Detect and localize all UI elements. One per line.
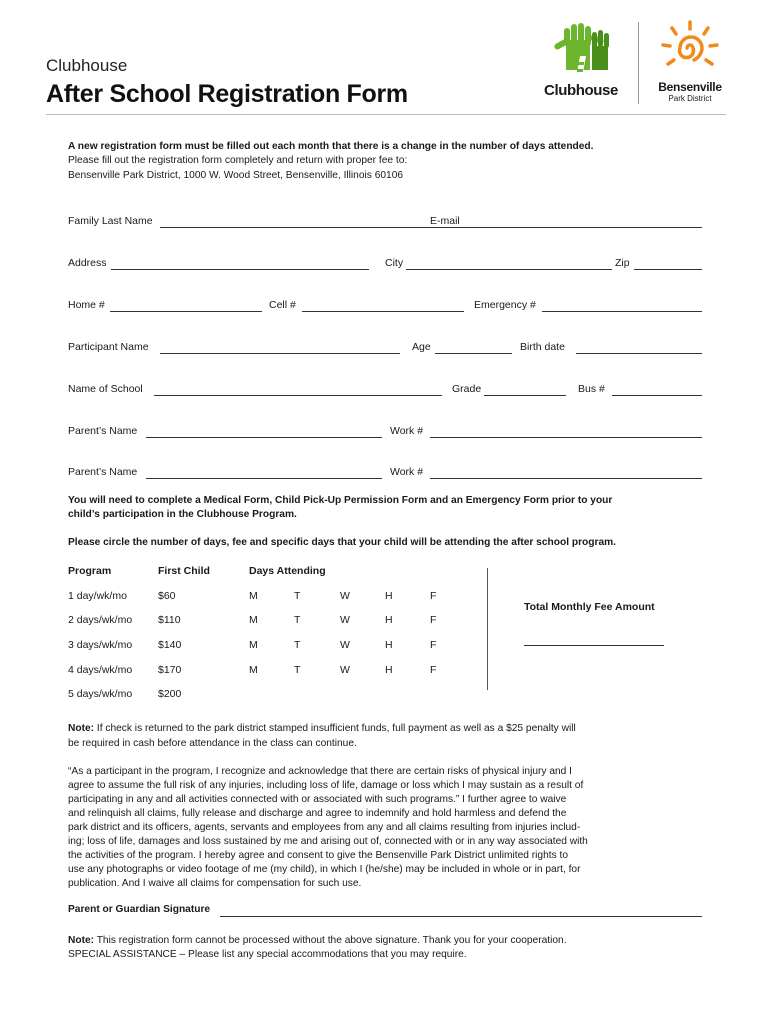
home-phone-field[interactable]	[110, 311, 262, 312]
program-option-2[interactable]: 2 days/wk/mo	[68, 614, 133, 626]
day-option-f[interactable]: F	[430, 590, 437, 602]
cell-phone-label: Cell #	[269, 299, 296, 311]
bensenville-logo-name: Bensenville	[658, 80, 722, 94]
program-option-3[interactable]: 3 days/wk/mo	[68, 639, 133, 651]
total-fee-field[interactable]	[524, 645, 664, 646]
parent-name-2-field[interactable]	[146, 478, 382, 479]
row-phones	[68, 299, 702, 315]
program-column-header: Program	[68, 565, 112, 577]
participant-name-label: Participant Name	[68, 341, 149, 353]
emergency-phone-field[interactable]	[542, 311, 702, 312]
age-field[interactable]	[435, 353, 512, 354]
clubhouse-logo-text: Clubhouse	[544, 82, 618, 99]
participant-name-field[interactable]	[160, 353, 400, 354]
day-option-m[interactable]: M	[249, 664, 258, 676]
forms-notice-line-1: You will need to complete a Medical Form, Child Pick-Up Permission Form and an Emergency Form prior to your	[68, 495, 613, 506]
birth-date-label: Birth date	[520, 341, 565, 353]
fee-option-2[interactable]: $110	[158, 614, 181, 626]
row-signature	[68, 904, 702, 920]
waiver-line: park district and its officers, agents, servants and employees from any and all claims resulting from injuries includ-	[68, 822, 581, 833]
bus-label: Bus #	[578, 383, 605, 395]
note-returned-check-line-2: be required in cash before attendance in the class can continue.	[68, 738, 357, 749]
row-address	[68, 257, 702, 273]
city-label: City	[385, 257, 404, 269]
email-field[interactable]	[466, 227, 702, 228]
bensenville-logo	[650, 18, 730, 110]
waiver-line: agree to assume the full risk of any injuries, including loss of life, damage or loss which I may sustain as a result of	[68, 780, 584, 791]
signature-field[interactable]	[220, 916, 702, 917]
sun-spiral-icon	[650, 18, 730, 78]
day-option-m[interactable]: M	[249, 590, 258, 602]
clubhouse-hands-icon	[536, 18, 626, 84]
fee-option-1[interactable]: $60	[158, 590, 176, 602]
day-option-h[interactable]: H	[385, 590, 393, 602]
form-header	[46, 18, 726, 118]
fee-option-4[interactable]: $170	[158, 664, 182, 676]
row-participant	[68, 341, 702, 357]
day-option-w[interactable]: W	[340, 614, 350, 626]
day-option-t[interactable]: T	[294, 639, 301, 651]
note-label: Note:	[68, 935, 95, 946]
address-field[interactable]	[111, 269, 369, 270]
day-option-m[interactable]: M	[249, 614, 258, 626]
day-option-t[interactable]: T	[294, 614, 301, 626]
days-attending-column-header: Days Attending	[249, 565, 326, 577]
city-field[interactable]	[406, 269, 612, 270]
waiver-line: and relinquish all claims, fully release and discharge and agree to indemnify and hold harmless and defend the	[68, 808, 567, 819]
header-rule	[46, 114, 726, 115]
row-parent-2	[68, 466, 702, 482]
forms-notice-line-2: child’s participation in the Clubhouse Program.	[68, 509, 297, 520]
day-option-w[interactable]: W	[340, 639, 350, 651]
day-option-w[interactable]: W	[340, 590, 350, 602]
day-option-f[interactable]: F	[430, 664, 437, 676]
day-option-h[interactable]: H	[385, 639, 393, 651]
circle-instructions: Please circle the number of days, fee and specific days that your child will be attending the after school program.	[68, 537, 617, 548]
email-label: E-mail	[430, 215, 460, 227]
waiver-line: ing; loss of life, damages and loss sustained by me and arising out of, connected with or in any way associated with	[68, 836, 588, 847]
special-assistance-line: SPECIAL ASSISTANCE – Please list any special accommodations that you may require.	[68, 949, 467, 960]
program-table	[68, 563, 488, 698]
row-school	[68, 383, 702, 399]
waiver-line: the activities of the program. I hereby agree and consent to give the Bensenville Park District unlimited rights to	[68, 850, 569, 861]
fee-option-3[interactable]: $140	[158, 639, 182, 651]
family-last-name-field[interactable]	[160, 227, 480, 228]
bus-field[interactable]	[612, 395, 702, 396]
day-option-f[interactable]: F	[430, 614, 437, 626]
intro-line-3: Bensenville Park District, 1000 W. Wood Street, Bensenville, Illinois 60106	[68, 170, 404, 181]
age-label: Age	[412, 341, 431, 353]
waiver-line: “As a participant in the program, I recognize and acknowledge that there are certain risks of physical injury and I	[68, 766, 572, 777]
park-district-logo-sub: Park District	[668, 94, 712, 103]
intro-line-1: A new registration form must be filled out each month that there is a change in the number of days attended.	[68, 141, 594, 152]
work-phone-1-field[interactable]	[430, 437, 702, 438]
note-signature-line-1: Note: This registration form cannot be processed without the above signature. Thank you for your cooperation.	[68, 935, 567, 946]
day-option-t[interactable]: T	[294, 590, 301, 602]
work-phone-2-label: Work #	[390, 466, 424, 478]
first-child-column-header: First Child	[158, 565, 210, 577]
program-option-1[interactable]: 1 day/wk/mo	[68, 590, 127, 602]
parent-name-2-label: Parent’s Name	[68, 466, 138, 478]
note-returned-check-line-1: Note: If check is returned to the park district stamped insufficient funds, full payment as well as a $25 penalty will	[68, 723, 576, 734]
clubhouse-logo	[536, 18, 626, 108]
work-phone-1-label: Work #	[390, 425, 424, 437]
parent-name-1-field[interactable]	[146, 437, 382, 438]
day-option-h[interactable]: H	[385, 614, 393, 626]
note-label: Note:	[68, 723, 95, 734]
intro-line-2: Please fill out the registration form completely and return with proper fee to:	[68, 155, 408, 166]
day-option-t[interactable]: T	[294, 664, 301, 676]
form-subtitle: Clubhouse	[46, 56, 128, 75]
grade-label: Grade	[452, 383, 482, 395]
school-name-field[interactable]	[154, 395, 442, 396]
waiver-line: use any photographs or video footage of me (my child), in which I (he/she) may be included in whole or in part, for	[68, 864, 581, 875]
day-option-w[interactable]: W	[340, 664, 350, 676]
waiver-line: publication. And I waive all claims for compensation for such use.	[68, 878, 362, 889]
program-option-5[interactable]: 5 days/wk/mo	[68, 688, 133, 700]
signature-label: Parent or Guardian Signature	[68, 904, 211, 915]
logo-divider	[638, 22, 639, 104]
address-label: Address	[68, 257, 107, 269]
family-last-name-label: Family Last Name	[68, 215, 153, 227]
zip-label: Zip	[615, 257, 630, 269]
fee-option-5[interactable]: $200	[158, 688, 182, 700]
emergency-phone-label: Emergency #	[474, 299, 536, 311]
total-fee-label: Total Monthly Fee Amount	[524, 601, 655, 613]
parent-name-1-label: Parent’s Name	[68, 425, 138, 437]
home-phone-label: Home #	[68, 299, 105, 311]
row-parent-1	[68, 425, 702, 441]
grade-field[interactable]	[484, 395, 566, 396]
day-option-f[interactable]: F	[430, 639, 437, 651]
waiver-line: participating in any and all activities connected with or associated with such programs.” I further agree to waive	[68, 794, 567, 805]
form-title: After School Registration Form	[46, 80, 408, 108]
table-divider	[487, 568, 488, 690]
day-option-m[interactable]: M	[249, 639, 258, 651]
zip-field[interactable]	[634, 269, 702, 270]
day-option-h[interactable]: H	[385, 664, 393, 676]
cell-phone-field[interactable]	[302, 311, 464, 312]
row-family-email	[68, 215, 702, 231]
work-phone-2-field[interactable]	[430, 478, 702, 479]
birth-date-field[interactable]	[576, 353, 702, 354]
school-name-label: Name of School	[68, 383, 143, 395]
program-option-4[interactable]: 4 days/wk/mo	[68, 664, 133, 676]
